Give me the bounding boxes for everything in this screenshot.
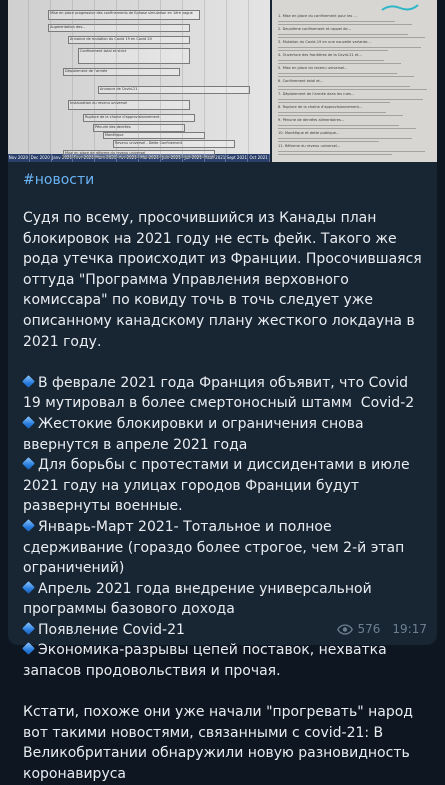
text-line (278, 89, 427, 90)
grid-line (226, 0, 227, 154)
timeline-label: Augmentation des... (50, 25, 86, 29)
bullet-line (23, 579, 429, 620)
document-paragraph: 9. Pénurie de denrées alimentaires... (278, 118, 345, 122)
text-line (278, 76, 414, 77)
month-label: Janv 2021 (52, 155, 73, 160)
text-line (278, 21, 395, 22)
timeline-label: Pénurie des denrées (95, 125, 131, 129)
text-line (278, 154, 392, 155)
timeline-label: Annonce de mutation du Covid 19 en Covid 20 (70, 37, 152, 41)
month-label: Nov 2020 (8, 155, 29, 160)
text-line (278, 125, 399, 126)
text-line (278, 151, 425, 152)
text-line (278, 141, 379, 142)
paragraph (23, 702, 429, 784)
timeline-label: Rupture de la chaîne d'approvisionnement (85, 115, 160, 119)
text-line (278, 34, 408, 35)
blue-diamond-icon (22, 581, 35, 594)
document-paragraph: 4. Ouverture des frontières de la Covid-21 et... (278, 53, 362, 57)
blue-diamond-icon (22, 457, 35, 470)
month-label: Mai 2021 (139, 154, 161, 162)
line-text: В феврале 2021 года Франция объявит, что Covid 19 мутировал в более смертоносный штамм Covid-2 (23, 374, 415, 412)
view-count: 576 (357, 622, 381, 636)
timeline-label: Revenu universel - Dette Confinement (115, 141, 183, 145)
grid-line (160, 0, 161, 154)
timeline-label: Annonce de Covid-21 (100, 87, 138, 91)
highlight-mark-icon (380, 2, 420, 14)
grid-line (94, 0, 95, 154)
text-line (278, 112, 386, 113)
document-paragraph: 10. Monétique et dette publique... (278, 131, 340, 135)
line-text: Январь-Март 2021- Тотальное и полное сдерживание (гораздо более строгое, чем 2-й этап ограничений) (23, 518, 409, 577)
timeline-label: Mise en place de réforme du revenu universel (65, 151, 146, 155)
grid-line (28, 0, 29, 154)
text-line (278, 86, 410, 87)
document-paragraph: 8. Rupture de la chaîne d'approvisionnement... (278, 105, 363, 109)
text-line (278, 24, 412, 25)
message-meta (337, 622, 428, 636)
blank-line (23, 352, 429, 373)
line-text: Экономика-разрывы цепей поставок, нехватка запасов продовольствия и прочая. (23, 642, 392, 680)
month-label: Oct 2021 (248, 154, 270, 162)
message-time: 19:17 (392, 622, 427, 636)
line-text: Появление Covid-21 (38, 621, 185, 638)
line-text: Жестокие блокировки и ограничения снова ввернутся в апреле 2021 года (23, 415, 369, 453)
line-text: Кстати, похоже они уже начали "прогревать" народ вот такими новостями, связанными с covid-21: В Великобритании обнаружили новую разновидность коронавируса (23, 704, 418, 783)
month-label: Fevr 2021 (73, 155, 94, 160)
month-label: Sept 2021 (226, 155, 248, 160)
month-label: Dec 2020 (30, 155, 50, 160)
text-line (278, 63, 401, 64)
bullet-line (23, 455, 429, 517)
bullet-line (23, 640, 429, 681)
document-paragraph: 1. Mise en place du confinement pour les ... (278, 14, 357, 18)
grid-line (116, 0, 117, 154)
line-text: Судя по всему, просочившийся из Канады план блокировок на 2021 году не есть фейк. Такого же рода утечка происходит из Франции. Просочившаяся оттуда "Программа Управления верховного комиссара" по ковиду точь в точь следует уже описанному канадскому плану жесткого локдауна в 2021 году. (23, 210, 427, 350)
eye-icon (337, 624, 353, 635)
bullet-line (23, 373, 429, 414)
timeline-label: Instauration du revenu universel (70, 101, 128, 105)
text-line (278, 115, 403, 116)
media-album[interactable] (8, 0, 437, 162)
blank-line (23, 682, 429, 703)
text-line (278, 128, 416, 129)
blue-diamond-icon (22, 622, 35, 635)
document-paragraph: 6. Confinement total et... (278, 79, 324, 83)
timeline-label: Confinement total et strict (80, 49, 127, 53)
month-label: Mars 2021 (95, 155, 117, 160)
grid-line (72, 0, 73, 154)
grid-line (204, 0, 205, 154)
text-line (278, 47, 421, 48)
bullet-line (23, 517, 429, 579)
grid-line (138, 0, 139, 154)
paragraph (23, 208, 429, 352)
line-text: Апрель 2021 года внедрение универсальной программы базового дохода (23, 580, 377, 618)
month-label: Avr 2021 (117, 154, 139, 162)
text-line (278, 50, 388, 51)
blue-diamond-icon (22, 519, 35, 532)
document-photo-text[interactable] (272, 0, 437, 162)
grid-line (248, 0, 249, 154)
hashtag-link[interactable]: #новости (23, 172, 95, 188)
blue-diamond-icon (22, 375, 35, 388)
text-line (278, 99, 423, 100)
month-label: Juin 2021 (161, 155, 181, 160)
blue-diamond-icon (22, 643, 35, 656)
timeline-label: Monétique (105, 133, 124, 137)
line-text: Для борьбы с протестами и диссидентами в июле 2021 году на улицах городов Франции будут развернуты военные. (23, 457, 415, 515)
timeline-label: Déploiement de l'armée (65, 69, 108, 73)
timeline-label: Mise en place progressive des confinements de Ephase simulation en 1ère vague (50, 11, 193, 15)
document-paragraph: 3. Mutation du Covid-19 en une nouvelle variante... (278, 40, 371, 44)
text-line (278, 102, 390, 103)
document-paragraph: 11. Réforme du revenu universel... (278, 144, 341, 148)
line-text (23, 354, 27, 370)
document-paragraph: 7. Déploiement de l'armée dans les rues... (278, 92, 355, 96)
document-paragraph: 5. Mise en place du revenu universel... (278, 66, 348, 70)
month-label: Juil 2021 (183, 154, 205, 162)
text-line (278, 60, 384, 61)
message-text (23, 208, 429, 785)
grid-line (50, 0, 51, 154)
document-paragraph: 2. Deuxième confinement et rappel de... (278, 27, 352, 31)
text-line (278, 138, 412, 139)
text-line (278, 37, 425, 38)
message-bubble (8, 0, 437, 783)
text-line (278, 73, 397, 74)
bullet-line (23, 414, 429, 455)
grid-line (182, 0, 183, 154)
month-label: Aout 2021 (204, 155, 226, 160)
blue-diamond-icon (22, 416, 35, 429)
line-text (23, 684, 27, 700)
document-photo-timeline[interactable] (8, 0, 270, 162)
